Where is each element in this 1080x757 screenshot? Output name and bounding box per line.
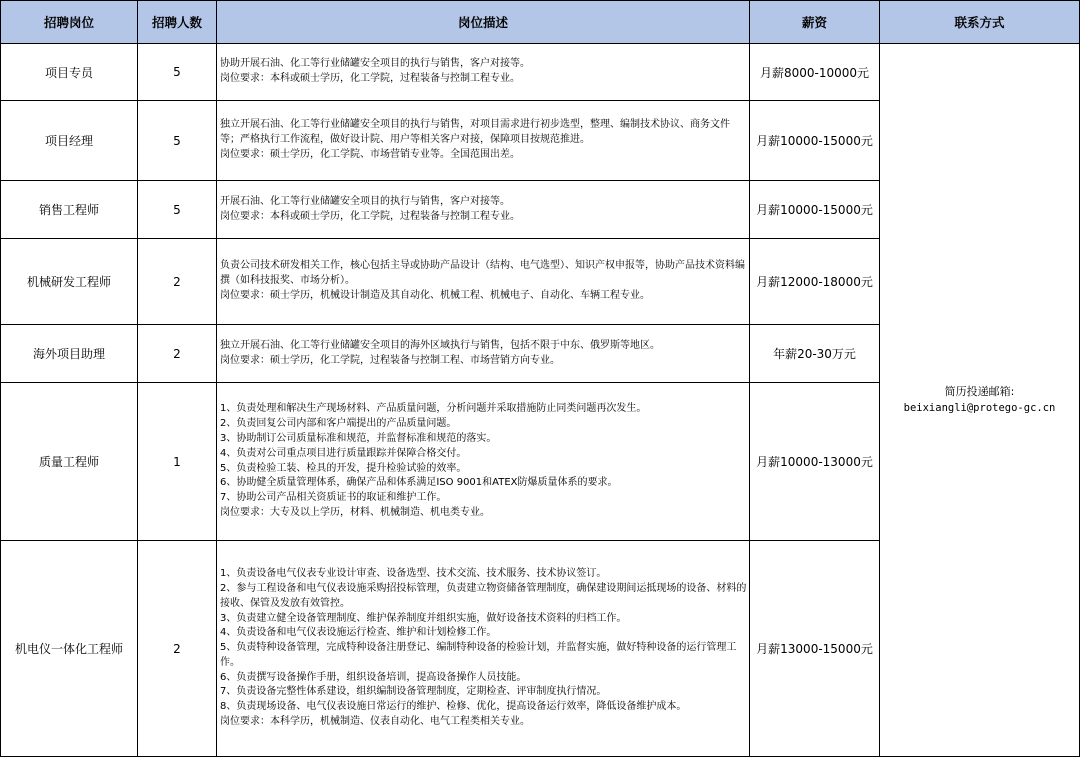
description-line: 岗位要求：大专及以上学历，材料、机械制造、机电类专业。: [220, 506, 490, 518]
job-description: [217, 101, 750, 181]
salary: 月薪13000-15000元: [750, 541, 880, 757]
header-row: [1, 1, 1080, 44]
description-line: 6、协助健全质量管理体系，确保产品和体系满足ISO 9001和ATEX防爆质量体系的要求。: [220, 477, 618, 489]
description-line: 5、负责特种设备管理，完成特种设备注册登记、编制特种设备的检验计划，并监督实施，做好特种设备的运行管理工作。: [220, 642, 737, 668]
headcount: 1: [138, 383, 217, 541]
description-line: 4、负责设备和电气仪表设施运行检查、维护和计划检修工作。: [220, 627, 497, 639]
description-line: 岗位要求：硕士学历，化工学院、市场营销专业等。全国范围出差。: [220, 148, 520, 160]
description-line: 3、负责建立健全设备管理制度、维护保养制度并组织实施，做好设备技术资料的归档工作。: [220, 612, 627, 624]
headcount: 2: [138, 541, 217, 757]
description-line: 开展石油、化工等行业储罐安全项目的执行与销售，客户对接等。: [220, 195, 510, 207]
position-title: 机电仪一体化工程师: [1, 541, 138, 757]
header-description: 岗位描述: [217, 1, 750, 44]
description-line: 独立开展石油、化工等行业储罐安全项目的海外区域执行与销售，包括不限于中东、俄罗斯等地区。: [220, 339, 660, 351]
contact-info: [880, 44, 1080, 757]
contact-label: 简历投递邮箱:: [944, 385, 1015, 398]
position-title: 海外项目助理: [1, 325, 138, 383]
headcount: 5: [138, 44, 217, 101]
headcount: 5: [138, 181, 217, 239]
job-description: [217, 541, 750, 757]
header-headcount: 招聘人数: [138, 1, 217, 44]
description-line: 3、协助制订公司质量标准和规范，并监督标准和规范的落实。: [220, 432, 497, 444]
salary: 月薪10000-13000元: [750, 383, 880, 541]
job-description: [217, 383, 750, 541]
description-line: 1、负责处理和解决生产现场材料、产品质量问题，分析问题并采取措施防止同类问题再次发生。: [220, 403, 647, 415]
salary: 月薪10000-15000元: [750, 181, 880, 239]
position-title: 销售工程师: [1, 181, 138, 239]
header-contact: 联系方式: [880, 1, 1080, 44]
description-line: 2、参与工程设备和电气仪表设施采购招投标管理，负责建立物资储备管理制度，确保建设期间运抵现场的设备、材料的接收、保管及发放有效管控。: [220, 582, 747, 609]
description-line: 1、负责设备电气仪表专业设计审查、设备选型、技术交流、技术服务、技术协议签订。: [220, 568, 607, 580]
description-line: 8、负责现场设备、电气仪表设施日常运行的维护、检修、优化，提高设备运行效率，降低设备维护成本。: [220, 701, 687, 713]
headcount: 2: [138, 325, 217, 383]
description-line: 协助开展石油、化工等行业储罐安全项目的执行与销售，客户对接等。: [220, 58, 530, 70]
description-line: 岗位要求：本科或硕士学历，化工学院，过程装备与控制工程专业。: [220, 73, 520, 84]
salary: 月薪12000-18000元: [750, 239, 880, 325]
position-title: 项目专员: [1, 44, 138, 101]
description-line: 岗位要求：硕士学历，化工学院，过程装备与控制工程、市场营销方向专业。: [220, 354, 560, 366]
description-line: 岗位要求：本科或硕士学历，化工学院，过程装备与控制工程专业。: [220, 210, 520, 222]
description-line: 2、负责回复公司内部和客户端提出的产品质量问题。: [220, 418, 457, 430]
position-title: 项目经理: [1, 101, 138, 181]
salary: 年薪20-30万元: [750, 325, 880, 383]
job-description: [217, 181, 750, 239]
description-line: 岗位要求：硕士学历，机械设计制造及其自动化、机械工程、机械电子、自动化、车辆工程专业。: [220, 289, 650, 301]
salary: 月薪10000-15000元: [750, 101, 880, 181]
headcount: 5: [138, 101, 217, 181]
description-line: 独立开展石油、化工等行业储罐安全项目的执行与销售，对项目需求进行初步选型，整理、编制技术协议、商务文件等；严格执行工作流程，做好设计院、用户等相关客户对接，保障项目按规范推进。: [220, 119, 730, 146]
position-title: 机械研发工程师: [1, 239, 138, 325]
contact-email: beixiangli@protego-gc.cn: [903, 402, 1056, 414]
salary: 月薪8000-10000元: [750, 44, 880, 101]
description-line: 7、协助公司产品相关资质证书的取证和维护工作。: [220, 492, 447, 504]
description-line: 负责公司技术研发相关工作，核心包括主导或协助产品设计（结构、电气选型）、知识产权申报等，协助产品技术资料编撰（如科技报奖、市场分析）。: [220, 260, 745, 287]
description-line: 岗位要求：本科学历，机械制造、仪表自动化、电气工程类相关专业。: [220, 716, 530, 728]
description-line: 4、负责对公司重点项目进行质量跟踪并保障合格交付。: [220, 447, 467, 459]
header-position: 招聘岗位: [1, 1, 138, 44]
position-title: 质量工程师: [1, 383, 138, 541]
table-row: [1, 44, 1080, 101]
job-description: [217, 44, 750, 101]
job-description: [217, 239, 750, 325]
description-line: 6、负责撰写设备操作手册，组织设备培训，提高设备操作人员技能。: [220, 671, 527, 683]
description-line: 7、负责设备完整性体系建设，组织编制设备管理制度，定期检查、评审制度执行情况。: [220, 686, 607, 698]
job-description: [217, 325, 750, 383]
headcount: 2: [138, 239, 217, 325]
description-line: 5、负责检验工装、检具的开发，提升检验试验的效率。: [220, 462, 467, 474]
header-salary: 薪资: [750, 1, 880, 44]
